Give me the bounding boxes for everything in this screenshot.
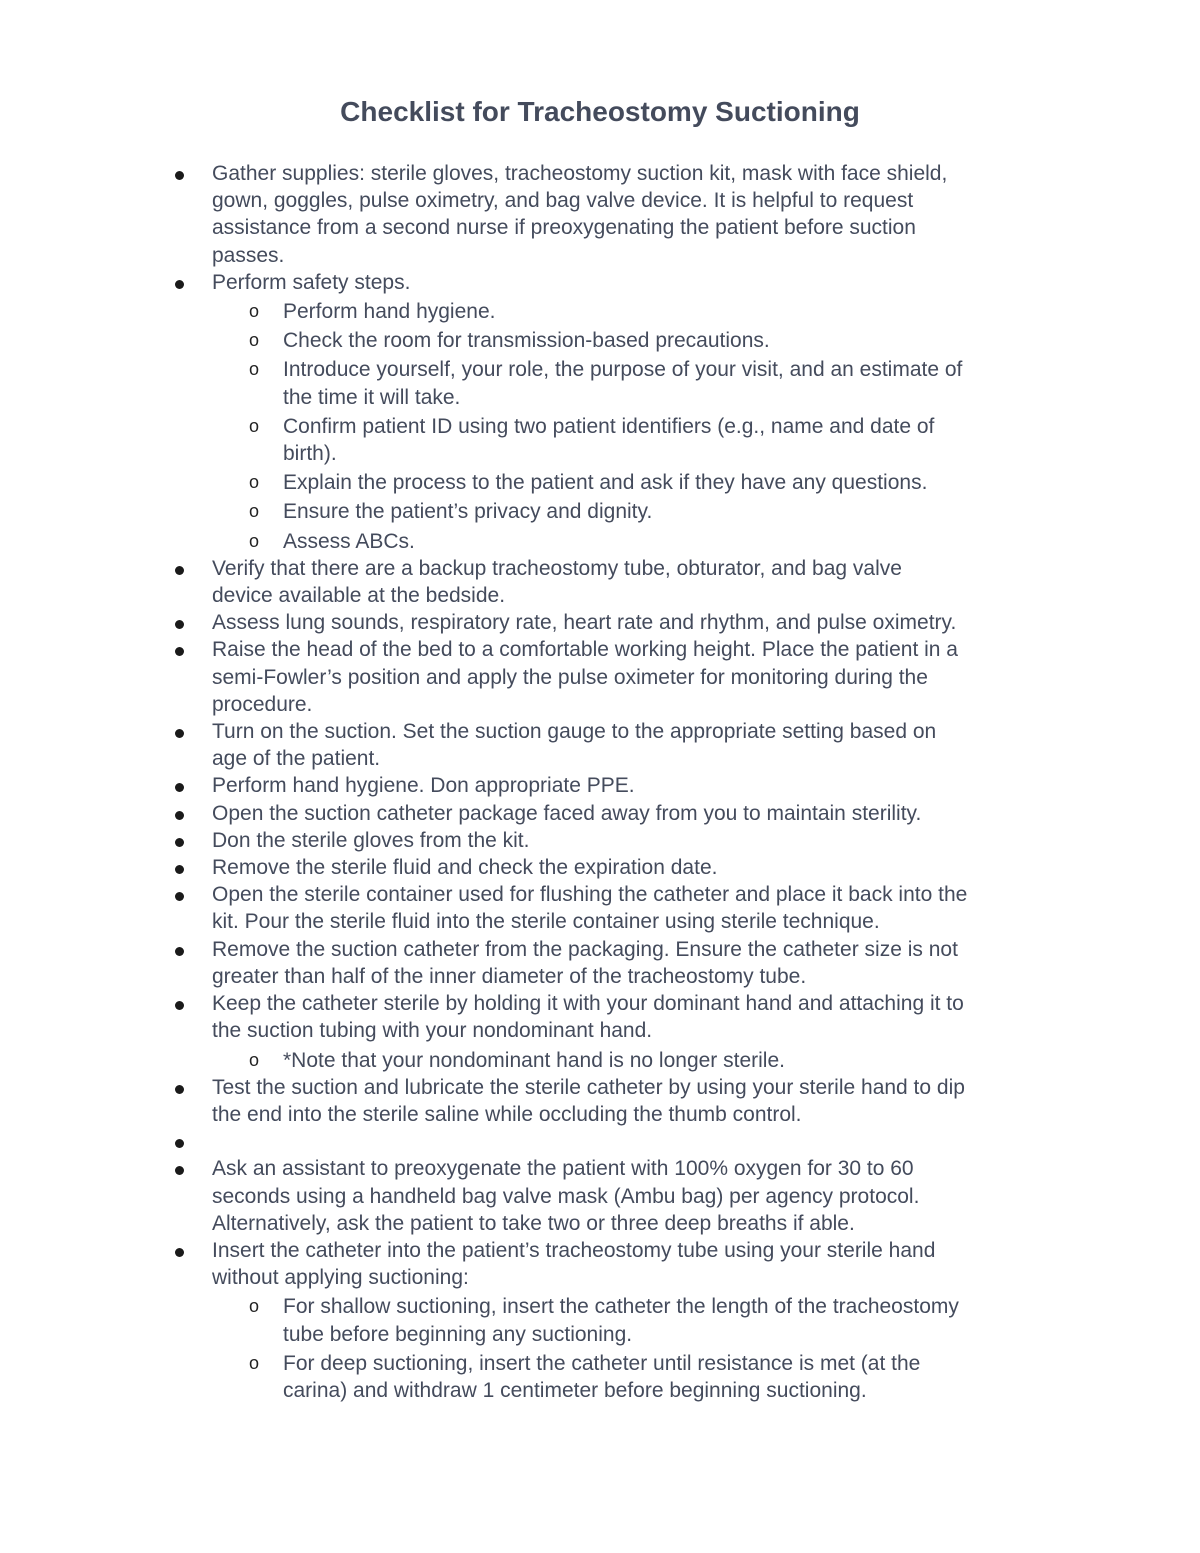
checklist-item-text: Gather supplies: sterile gloves, tracheostomy suction kit, mask with face shield, gown, goggles, pulse oximetry, and bag valve device. It is helpful to request assistance from a second nurse if preoxygenating the patient before suction passes. (212, 162, 948, 267)
bullet-icon (175, 1166, 184, 1175)
sub-bullet-icon: o (249, 301, 260, 322)
sub-checklist-item-text: For shallow suctioning, insert the catheter the length of the tracheostomy tube before beginning any suctioning. (283, 1295, 959, 1346)
checklist-item-text: Turn on the suction. Set the suction gauge to the appropriate setting based on age of the patient. (212, 720, 937, 771)
bullet-icon (175, 865, 184, 874)
bullet-icon (175, 1085, 184, 1094)
sub-checklist-item-text: Introduce yourself, your role, the purpose of your visit, and an estimate of the time it will take. (283, 358, 963, 409)
checklist-item-text: Don the sterile gloves from the kit. (212, 828, 530, 852)
checklist-item (174, 555, 1074, 609)
bullet-icon (175, 729, 184, 738)
checklist-item (174, 1237, 1074, 1404)
sub-checklist-item (174, 1291, 1074, 1347)
checklist-item-text: Perform hand hygiene. Don appropriate PPE. (212, 774, 635, 798)
checklist-item-text: Open the suction catheter package faced away from you to maintain sterility. (212, 801, 922, 825)
checklist-item-text: Remove the sterile fluid and check the expiration date. (212, 856, 718, 880)
sub-bullet-icon: o (249, 530, 260, 551)
checklist-item-text: Open the sterile container used for flushing the catheter and place it back into the kit. Pour the sterile fluid into the sterile container using sterile technique. (212, 883, 968, 934)
checklist-item (174, 1074, 1074, 1128)
checklist-item (174, 990, 1074, 1074)
bullet-icon (175, 620, 184, 629)
sub-checklist-item-text: For deep suctioning, insert the catheter until resistance is met (at the carina) and withdraw 1 centimeter before beginning suctioning. (283, 1351, 921, 1402)
sub-checklist-item-text: Assess ABCs. (283, 529, 415, 553)
sub-checklist-item (174, 526, 1074, 555)
sub-checklist-item (174, 325, 1074, 354)
bullet-icon (175, 280, 184, 289)
bullet-icon (175, 1139, 184, 1148)
sub-bullet-icon: o (249, 1352, 260, 1373)
sub-checklist (212, 296, 1074, 555)
bullet-icon (175, 892, 184, 901)
sub-checklist-item-text: Ensure the patient’s privacy and dignity. (283, 500, 653, 524)
sub-checklist-item (174, 296, 1074, 325)
bullet-icon (175, 566, 184, 575)
sub-bullet-icon: o (249, 472, 260, 493)
sub-bullet-icon: o (249, 415, 260, 436)
sub-checklist-item-text: Explain the process to the patient and ask if they have any questions. (283, 471, 928, 495)
sub-bullet-icon: o (249, 1049, 260, 1070)
checklist-item-text: Test the suction and lubricate the sterile catheter by using your sterile hand to dip the end into the sterile saline while occluding the thumb control. (212, 1075, 965, 1126)
bullet-icon (175, 171, 184, 180)
sub-checklist-item (174, 1045, 1074, 1074)
sub-checklist-item-text: Check the room for transmission-based precautions. (283, 329, 770, 353)
bullet-icon (175, 1001, 184, 1010)
checklist-item (174, 1155, 1074, 1237)
checklist-item (174, 636, 1074, 718)
checklist-item (174, 827, 1074, 854)
sub-checklist-item (174, 1348, 1074, 1404)
sub-checklist-item-text: Confirm patient ID using two patient identifiers (e.g., name and date of birth). (283, 414, 935, 466)
sub-checklist-item (174, 467, 1074, 496)
checklist-item (174, 800, 1074, 827)
checklist-item (174, 772, 1074, 799)
checklist-item-text: Insert the catheter into the patient’s tracheostomy tube using your sterile hand without applying suctioning: (212, 1238, 936, 1290)
sub-checklist-item-text: Perform hand hygiene. (283, 300, 496, 324)
bullet-icon (175, 783, 184, 792)
bullet-icon (175, 947, 184, 956)
checklist-item (174, 269, 1074, 555)
sub-checklist-item (174, 411, 1074, 467)
sub-checklist (212, 1291, 1074, 1404)
sub-bullet-icon: o (249, 359, 260, 380)
checklist-item-text: Perform safety steps. (212, 270, 411, 294)
bullet-icon (175, 1248, 184, 1257)
bullet-icon (175, 838, 184, 847)
checklist-item (174, 1128, 1074, 1155)
checklist-item-text: Assess lung sounds, respiratory rate, heart rate and rhythm, and pulse oximetry. (212, 611, 957, 635)
checklist-item (174, 718, 1074, 772)
checklist-item-text: Ask an assistant to preoxygenate the patient with 100% oxygen for 30 to 60 seconds using a handheld bag valve mask (Ambu bag) per agency protocol. Alternatively, ask the patient to take two or three deep breaths if able. (212, 1157, 920, 1235)
checklist-item-text: Verify that there are a backup tracheostomy tube, obturator, and bag valve device available at the bedside. (212, 556, 902, 608)
sub-checklist-item (174, 496, 1074, 525)
checklist-item (174, 609, 1074, 636)
checklist-item (174, 854, 1074, 881)
bullet-icon (175, 647, 184, 656)
checklist-item (174, 160, 1074, 269)
checklist (174, 160, 1074, 1404)
sub-checklist (212, 1045, 1074, 1074)
sub-checklist-item-text: *Note that your nondominant hand is no longer sterile. (283, 1048, 785, 1072)
sub-bullet-icon: o (249, 1296, 260, 1317)
sub-bullet-icon: o (249, 330, 260, 351)
page-title: Checklist for Tracheostomy Suctioning (340, 96, 860, 127)
bullet-icon (175, 811, 184, 820)
sub-checklist-item (174, 354, 1074, 410)
checklist-item (174, 881, 1074, 935)
checklist-item-text (212, 1128, 1074, 1155)
checklist-item-text: Keep the catheter sterile by holding it with your dominant hand and attaching it to the suction tubing with your nondominant hand. (212, 992, 964, 1043)
sub-bullet-icon: o (249, 501, 260, 522)
checklist-item (174, 936, 1074, 990)
checklist-item-text: Remove the suction catheter from the packaging. Ensure the catheter size is not greater than half of the inner diameter of the tracheostomy tube. (212, 937, 958, 988)
checklist-item-text: Raise the head of the bed to a comfortable working height. Place the patient in a semi-Fowler’s position and apply the pulse oximeter for monitoring during the procedure. (212, 638, 958, 716)
